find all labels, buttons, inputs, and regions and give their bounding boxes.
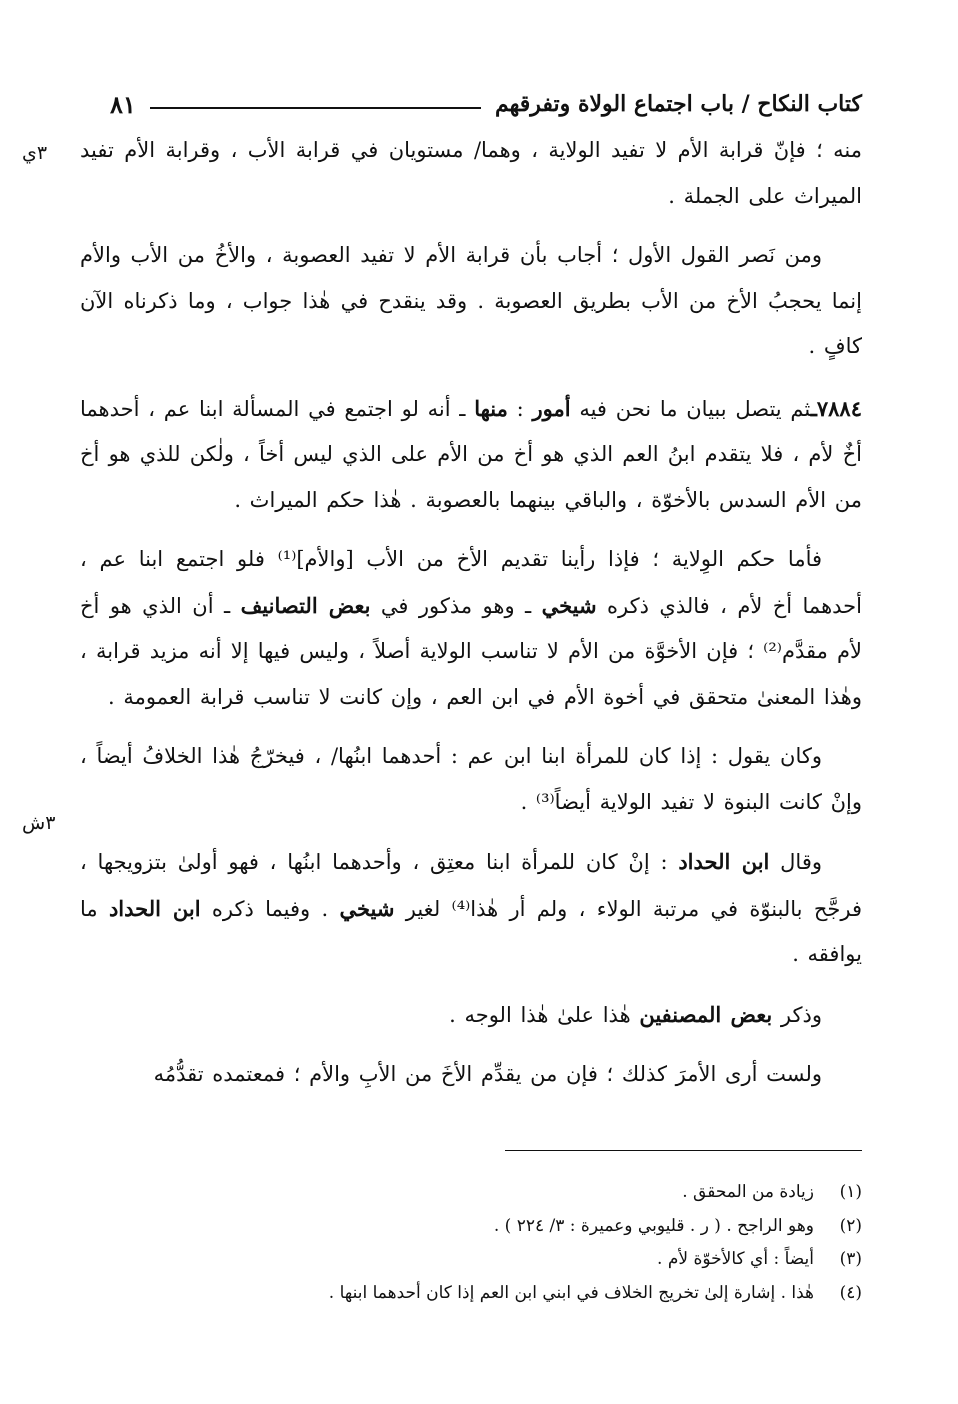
header-rule	[150, 107, 481, 109]
paragraph: ولست أرى الأمرَ كذلك ؛ فإن من يقدِّم الأخَ من الأبِ والأم ؛ فمعتمده تقدُّمُه	[153, 1062, 822, 1086]
footnotes	[140, 1176, 862, 1310]
footnote-item	[140, 1176, 862, 1210]
paragraph: وذكر بعض المصنفين هٰذا علىٰ هٰذا الوجه .	[449, 1001, 822, 1027]
footnote-number: (٢)	[839, 1215, 862, 1236]
footnote-number: (١)	[839, 1182, 862, 1202]
paragraph: وكان يقول : إذا كان للمرأة ابنا ابن عم : أحدهما ابنُها/ ، فيخرّجُ هٰذا الخلافُ أيضاً ، وإنْ كانت البنوة لا تفيد الولاية أيضاً⁽³⁾ .	[80, 744, 862, 814]
footnote-text: وهو الراجح . ( ر . قليوبي وعميرة : ٣/ ٢٢٤ ) .	[493, 1215, 814, 1236]
paragraph-issue-7884: ٧٨٨٤ـثم يتصل ببيان ما نحن فيه أمور : منها ـ أنه لو اجتمع في المسألة ابنا عم ، أحدهما أخٌ لأم ، فلا يتقدم ابنُ العم الذي هو أخ من الأم على الذي ليس أخاً ، ولٰكن للذي هو أخ من الأم السدس بالأخوّة ، والباقي بينهما بالعصوبة . هٰذا حكم الميراث .	[80, 395, 862, 512]
footnote-item	[140, 1210, 862, 1244]
paragraph: فأما حكم الوِلاية ؛ فإذا رأينا تقديم الأخ من الأب [والأم]⁽¹⁾ فلو اجتمع ابنا عم ، أحدهما أخ لأم ، فالذي ذكره شيخي ـ وهو مذكور في بعض التصانيف ـ أن الذي هو أخ لأم مقدَّم⁽²⁾ ؛ فإن الأخوَّة من الأم لا تناسب الولاية أصلاً ، وليس فيها إلا أنه مزيد قرابة ، وهٰذا المعنىٰ متحقق في أخوة الأم في ابن العم ، وإن كانت لا تناسب قرابة العمومة .	[80, 547, 862, 709]
header-title: كتاب النكاح / باب اجتماع الولاة وتفرقهم	[494, 91, 862, 117]
footnote-separator	[505, 1150, 862, 1151]
footnote-text: أيضاً : أي كالأخوّة لأم .	[657, 1249, 814, 1269]
footnote-item	[140, 1243, 862, 1277]
paragraph: منه ؛ فإنّ قرابة الأم لا تفيد الولاية ، وهما/ مستويان في قرابة الأب ، وقرابة الأم تفيد الميراث على الجملة .	[80, 138, 862, 208]
footnote-text: زيادة من المحقق .	[682, 1182, 814, 1202]
issue-number: ٧٨٨٤ـ	[810, 395, 862, 421]
margin-note-volume-shin: ٣ش	[22, 812, 56, 834]
page-number: ٨١	[110, 89, 136, 119]
main-text	[80, 128, 862, 1112]
paragraph: وقال ابن الحداد : إنْ كان للمرأة ابنا معتِق ، وأحدهما ابنُها ، فهو أولىٰ بتزويجها ، فرجَّح بالبنوّة في مرتبة الولاء ، ولم أر هٰذا⁽⁴⁾ لغير شيخي . وفيما ذكره ابن الحداد ما يوافقه .	[80, 849, 862, 966]
footnote-text: هٰذا . إشارة إلىٰ تخريج الخلاف في ابني ابن العم إذا كان أحدهما ابنها .	[328, 1282, 814, 1303]
footnote-item	[140, 1277, 862, 1311]
running-header	[110, 84, 862, 124]
footnote-number: (٤)	[839, 1282, 862, 1303]
margin-note-volume-ya: ٣ي	[22, 142, 48, 164]
paragraph: ومن نَصر القول الأول ؛ أجاب بأن قرابة الأم لا تفيد العصوبة ، والأخُ من الأب والأم إنما يحجبُ الأخ من الأب بطريق العصوبة . وقد ينقدح في هٰذا جواب ، وما ذكرناه الآن كافٍ .	[80, 243, 862, 358]
footnote-number: (٣)	[839, 1249, 862, 1269]
